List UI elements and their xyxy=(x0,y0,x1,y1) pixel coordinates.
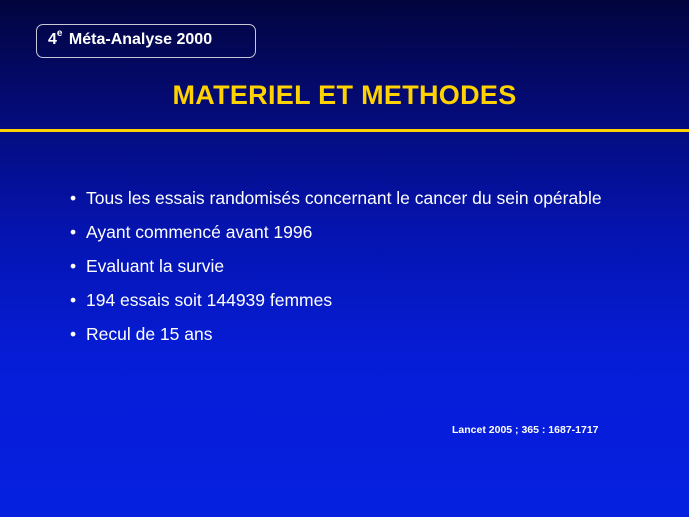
bullet-text: Ayant commencé avant 1996 xyxy=(86,222,313,242)
title-divider xyxy=(0,129,689,132)
bullet-list xyxy=(70,184,630,354)
bullet-text: 194 essais soit 144939 femmes xyxy=(86,290,333,310)
badge-text: Méta-Analyse 2000 xyxy=(64,31,213,48)
slide-title: MATERIEL ET METHODES xyxy=(172,80,517,110)
badge-superscript: e xyxy=(56,27,63,39)
bullet-text: Evaluant la survie xyxy=(86,256,225,276)
bullet-text: Tous les essais randomisés concernant le cancer du sein opérable xyxy=(86,188,602,208)
bullet-dot: • xyxy=(70,188,77,208)
bullet-item xyxy=(70,218,630,246)
bullet-item xyxy=(70,252,630,280)
bullet-dot: • xyxy=(70,324,77,344)
reference-citation: Lancet 2005 ; 365 : 1687-1717 xyxy=(452,424,599,436)
bullet-item xyxy=(70,320,630,348)
bullet-dot: • xyxy=(70,222,77,242)
bullet-item xyxy=(70,286,630,314)
header-badge xyxy=(36,24,256,58)
bullet-dot: • xyxy=(70,256,77,276)
badge-number: 4 xyxy=(48,31,57,48)
bullet-text: Recul de 15 ans xyxy=(86,324,213,344)
bullet-item xyxy=(70,184,630,212)
bullet-dot: • xyxy=(70,290,77,310)
